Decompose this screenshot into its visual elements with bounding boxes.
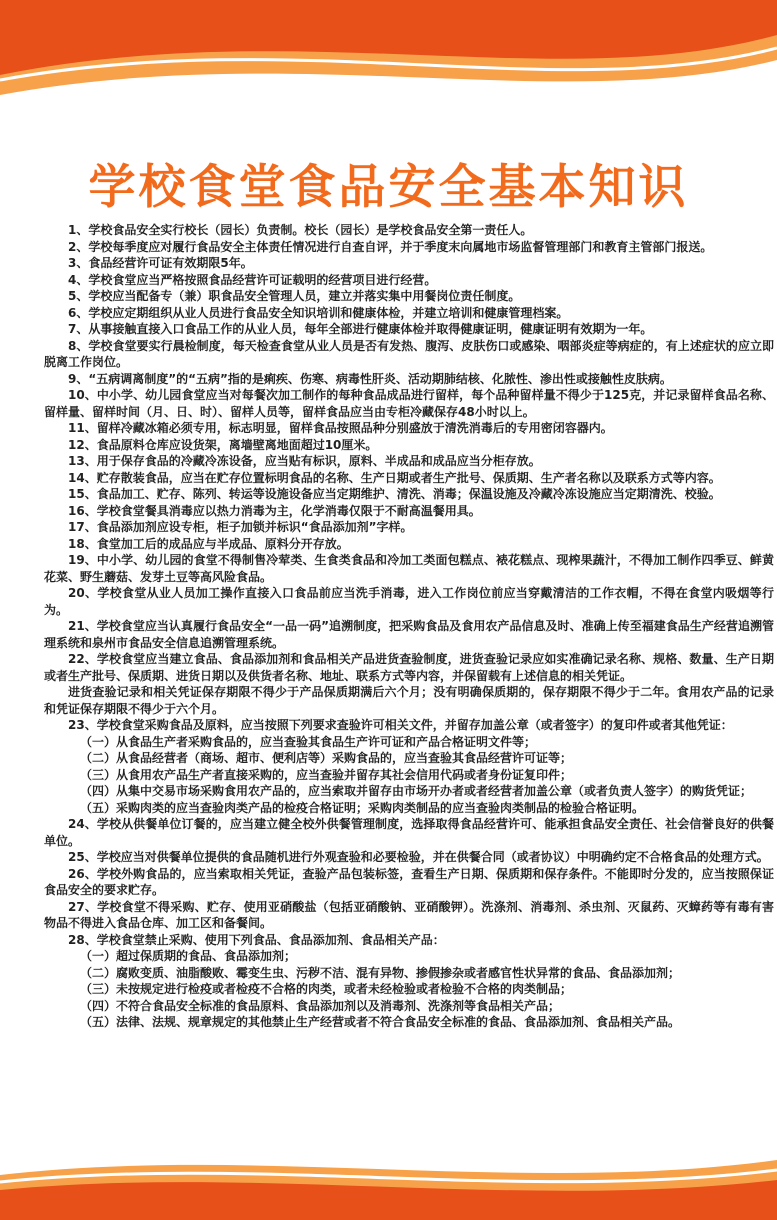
paragraph: 16、学校食堂餐具消毒应以热力消毒为主，化学消毒仅限于不耐高温餐用具。: [68, 503, 481, 518]
paragraph: 18、食堂加工后的成品应与半成品、原料分开存放。: [68, 536, 349, 551]
paragraph: 1、学校食品安全实行校长（园长）负责制。校长（园长）是学校食品安全第一责任人。: [68, 223, 533, 237]
paragraph: 20、学校食堂从业人员加工操作直接入口食品前应当洗手消毒，进入工作岗位前应当穿戴清洁的工作衣帽，不得在食堂内吸烟等行为。: [44, 586, 774, 617]
paragraph: 15、食品加工、贮存、陈列、转运等设施设备应当定期维护、清洗、消毒；保温设施及冷藏冷冻设施应当定期清洗、校验。: [68, 487, 721, 501]
top-banner: [0, 0, 777, 120]
paragraph: 2、学校每季度应对履行食品安全主体责任情况进行自查自评，并于季度末向属地市场监督管理部门和教育主管部门报送。: [68, 239, 713, 254]
paragraph: 13、用于保存食品的冷藏冷冻设备，应当贴有标识，原料、半成品和成品应当分柜存放。: [68, 454, 541, 468]
paragraph: 23、学校食堂采购食品及原料，应当按照下列要求查验许可相关文件，并留存加盖公章（或者签字）的复印件或者其他凭证：: [68, 718, 733, 732]
sub-item: （二）腐败变质、油脂酸败、霉变生虫、污秽不洁、混有异物、掺假掺杂或者感官性状异常的食品、食品添加剂；: [80, 965, 681, 980]
paragraph: 7、从事接触直接入口食品工作的从业人员，每年全部进行健康体检并取得健康证明，健康证明有效期为一年。: [68, 322, 653, 336]
paragraph: 4、学校食堂应当严格按照食品经营许可证载明的经营项目进行经营。: [68, 272, 437, 287]
sub-item: （一）超过保质期的食品、食品添加剂；: [80, 949, 297, 963]
paragraph: 19、中小学、幼儿园的食堂不得制售冷荤类、生食类食品和冷加工类面包糕点、裱花糕点、现榨果蔬汁，不得加工制作四季豆、鲜黄花菜、野生蘑菇、发芽土豆等高风险食品。: [44, 553, 774, 584]
sub-item: （五）采购肉类的应当查验肉类产品的检疫合格证明；采购肉类制品的应当查验肉类制品的检验合格证明。: [80, 800, 645, 815]
sub-item: （三）未按规定进行检疫或者检疫不合格的肉类，或者未经检验或者检验不合格的肉类制品；: [80, 982, 573, 996]
sub-item: （三）从食用农产品生产者直接采购的，应当查验并留存其社会信用代码或者身份证复印件；: [80, 767, 573, 782]
paragraph: 6、学校应定期组织从业人员进行食品安全知识培训和健康体检，并建立培训和健康管理档案。: [68, 305, 569, 320]
paragraph: 12、食品原料仓库应设货架，离墙壁离地面超过10厘米。: [68, 437, 378, 452]
sub-item: （五）法律、法规、规章规定的其他禁止生产经营或者不符合食品安全标准的食品、食品添加剂、食品相关产品。: [80, 1015, 681, 1029]
paragraph: 27、学校食堂不得采购、贮存、使用亚硝酸盐（包括亚硝酸钠、亚硝酸钾）。洗涤剂、消毒剂、杀虫剂、灭鼠药、灭蟑药等有毒有害物品不得进入食品仓库、加工区和备餐间。: [44, 899, 774, 930]
paragraph: 14、贮存散装食品，应当在贮存位置标明食品的名称、生产日期或者生产批号、保质期、生产者名称以及联系方式等内容。: [68, 470, 721, 485]
page-title: 学校食堂食品安全基本知识: [88, 160, 689, 215]
paragraph: 26、学校外购食品的，应当索取相关凭证，查验产品包装标签，查看生产日期、保质期和保存条件。不能即时分发的，应当按照保证食品安全的要求贮存。: [44, 866, 774, 897]
paragraph: 进货查验记录和相关凭证保存期限不得少于产品保质期满后六个月；没有明确保质期的，保存期限不得少于二年。食用农产品的记录和凭证保存期限不得少于六个月。: [44, 685, 774, 716]
paragraph: 10、中小学、幼儿园食堂应当对每餐次加工制作的每种食品成品进行留样，每个品种留样量不得少于125克，并记录留样食品名称、留样量、留样时间（月、日、时）、留样人员等，留样食品应当由专柜冷藏保存48小时以上。: [44, 388, 774, 419]
paragraph: 17、食品添加剂应设专柜，柜子加锁并标识“食品添加剂”字样。: [68, 520, 413, 534]
sub-item: （二）从食品经营者（商场、超市、便利店等）采购食品的，应当查验其食品经营许可证等；: [80, 751, 573, 765]
sub-item: （四）不符合食品安全标准的食品原料、食品添加剂以及消毒剂、洗涤剂等食品相关产品；: [80, 998, 561, 1013]
paragraph: 24、学校从供餐单位订餐的，应当建立健全校外供餐管理制度，选择取得食品经营许可、能承担食品安全责任、社会信誉良好的供餐单位。: [44, 817, 774, 848]
paragraph: 8、学校食堂要实行晨检制度，每天检查食堂从业人员是否有发热、腹泻、皮肤伤口或感染、咽部炎症等病症的，有上述症状的应立即脱离工作岗位。: [44, 338, 774, 369]
sub-item: （一）从食品生产者采购食品的，应当查验其食品生产许可证和产品合格证明文件等；: [80, 734, 537, 749]
paragraph: 21、学校食堂应当认真履行食品安全“一品一码”追溯制度，把采购食品及食用农产品信息及时、准确上传至福建食品生产经营追溯管理系统和泉州市食品安全信息追溯管理系统。: [44, 619, 774, 650]
document-body: [44, 222, 774, 1031]
bottom-banner: [0, 1140, 777, 1220]
paragraph: 25、学校应当对供餐单位提供的食品随机进行外观查验和必要检验，并在供餐合同（或者协议）中明确约定不合格食品的处理方式。: [68, 850, 769, 864]
paragraph: 3、食品经营许可证有效期限5年。: [68, 256, 253, 270]
paragraph: 5、学校应当配备专（兼）职食品安全管理人员，建立并落实集中用餐岗位责任制度。: [68, 289, 521, 303]
sub-item: （四）从集中交易市场采购食用农产品的，应当索取并留存由市场开办者或者经营者加盖公章（或者负责人签字）的购货凭证；: [80, 784, 753, 798]
paragraph: 28、学校食堂禁止采购、使用下列食品、食品添加剂、食品相关产品：: [68, 932, 445, 947]
paragraph: 22、学校食堂应当建立食品、食品添加剂和食品相关产品进货查验制度，进货查验记录应如实准确记录名称、规格、数量、生产日期或者生产批号、保质期、进货日期以及供货者名称、地址、联系方式等内容，并保留载有上述信息的相关凭证。: [44, 652, 774, 683]
paragraph: 9、“五病调离制度”的“五病”指的是痢疾、伤寒、病毒性肝炎、活动期肺结核、化脓性、渗出性或接触性皮肤病。: [68, 371, 672, 386]
paragraph: 11、留样冷藏冰箱必须专用，标志明显，留样食品按照品种分别盛放于清洗消毒后的专用密闭容器内。: [68, 421, 613, 435]
